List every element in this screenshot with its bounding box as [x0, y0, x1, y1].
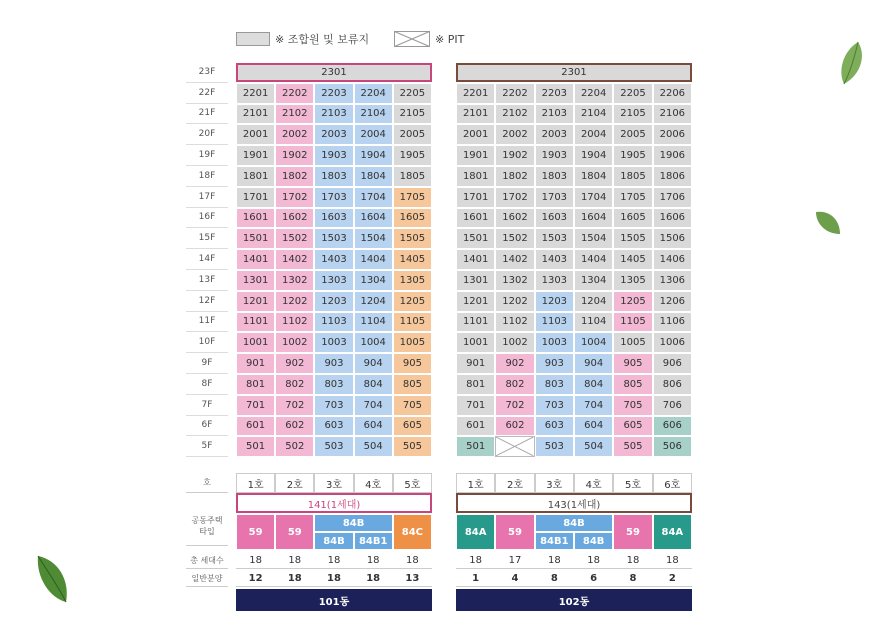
unit-count-box: 141(1세대) [236, 493, 432, 513]
type-cell: 59 [613, 514, 652, 550]
general-cell: 18 [314, 570, 353, 587]
unit-cell: 1203 [314, 291, 353, 312]
unit-cell: 1606 [653, 208, 692, 229]
floor-label: 19F [186, 145, 228, 166]
floor-label: 10F [186, 332, 228, 353]
unit-cell: 603 [314, 416, 353, 437]
ho-cell: 2호 [495, 473, 534, 493]
unit-cell: 1602 [495, 208, 534, 229]
unit-cell: 2002 [495, 124, 534, 145]
unit-cell: 2205 [613, 83, 652, 104]
unit-cell: 504 [354, 436, 393, 457]
unit-cell: 1105 [393, 312, 432, 333]
unit-cell: 1301 [456, 270, 495, 291]
unit-cell: 701 [236, 395, 275, 416]
unit-cell: 901 [236, 353, 275, 374]
type-cell: 84A [653, 514, 692, 550]
unit-cell: 704 [574, 395, 613, 416]
floor-label: 15F [186, 228, 228, 249]
unit-cell: 1806 [653, 166, 692, 187]
unit-cell: 1004 [354, 332, 393, 353]
unit-cell: 1101 [236, 312, 275, 333]
floor-label: 11F [186, 312, 228, 333]
unit-cell: 1502 [275, 228, 314, 249]
unit-cell: 803 [314, 374, 353, 395]
unit-cell: 2206 [653, 83, 692, 104]
unit-cell: 1102 [275, 312, 314, 333]
unit-cell: 602 [495, 416, 534, 437]
unit-cell: 504 [574, 436, 613, 457]
floor-label: 18F [186, 166, 228, 187]
general-cell: 6 [574, 570, 613, 587]
unit-cell: 501 [236, 436, 275, 457]
unit-cell: 1003 [535, 332, 574, 353]
unit-cell: 1604 [354, 208, 393, 229]
unit-cell: 1801 [236, 166, 275, 187]
unit-cell: 702 [275, 395, 314, 416]
unit-cell: 604 [574, 416, 613, 437]
unit-cell: 702 [495, 395, 534, 416]
unit-cell: 2202 [495, 83, 534, 104]
total-cell: 17 [495, 552, 534, 569]
unit-cell: 1103 [535, 312, 574, 333]
unit-cell: 1906 [653, 145, 692, 166]
leaf-icon [836, 40, 866, 86]
unit-cell: 2001 [456, 124, 495, 145]
type-cell: 59 [275, 514, 314, 550]
unit-cell: 1706 [653, 187, 692, 208]
unit-cell: 905 [613, 353, 652, 374]
top-unit-cell: 2301 [456, 63, 692, 82]
unit-cell: 601 [456, 416, 495, 437]
unit-cell: 1904 [574, 145, 613, 166]
unit-cell: 1405 [613, 249, 652, 270]
unit-cell: 1002 [495, 332, 534, 353]
unit-cell: 1605 [393, 208, 432, 229]
unit-cell: 1406 [653, 249, 692, 270]
unit-cell: 1201 [456, 291, 495, 312]
unit-cell: 1305 [393, 270, 432, 291]
unit-cell: 1504 [574, 228, 613, 249]
unit-cell: 2001 [236, 124, 275, 145]
unit-cell: 1705 [393, 187, 432, 208]
unit-cell: 2203 [314, 83, 353, 104]
ho-cell: 3호 [314, 473, 353, 493]
unit-cell: 1404 [574, 249, 613, 270]
unit-cell: 505 [613, 436, 652, 457]
unit-cell: 1501 [456, 228, 495, 249]
unit-cell: 1305 [613, 270, 652, 291]
unit-cell: 703 [535, 395, 574, 416]
type-label-line1: 공동주택 [191, 515, 223, 525]
unit-cell: 705 [393, 395, 432, 416]
unit-cell: 903 [535, 353, 574, 374]
unit-cell: 603 [535, 416, 574, 437]
floor-label: 12F [186, 291, 228, 312]
general-cell: 13 [393, 570, 432, 587]
legend-pit [394, 31, 464, 47]
unit-cell: 503 [535, 436, 574, 457]
legend-pit-label: ※ PIT [435, 32, 465, 46]
unit-cell: 2003 [535, 124, 574, 145]
floor-label: 22F [186, 83, 228, 104]
unit-cell: 1404 [354, 249, 393, 270]
unit-cell: 1202 [275, 291, 314, 312]
unit-cell: 1605 [613, 208, 652, 229]
unit-cell: 1205 [393, 291, 432, 312]
unit-cell: 904 [354, 353, 393, 374]
unit-cell: 1503 [535, 228, 574, 249]
unit-cell: 2204 [354, 83, 393, 104]
type-cell: 84C [393, 514, 432, 550]
unit-cell: 1502 [495, 228, 534, 249]
ho-cell: 5호 [613, 473, 652, 493]
unit-cell: 605 [393, 416, 432, 437]
unit-cell: 605 [613, 416, 652, 437]
floor-label: 13F [186, 270, 228, 291]
unit-cell: 1003 [314, 332, 353, 353]
unit-cell: 803 [535, 374, 574, 395]
unit-cell: 503 [314, 436, 353, 457]
leaf-icon [814, 208, 842, 236]
unit-cell: 2201 [456, 83, 495, 104]
unit-cell: 1505 [613, 228, 652, 249]
unit-cell: 704 [354, 395, 393, 416]
unit-cell: 2006 [653, 124, 692, 145]
unit-cell: 801 [456, 374, 495, 395]
leaf-icon [34, 554, 72, 604]
unit-cell: 1403 [314, 249, 353, 270]
unit-count-box: 143(1세대) [456, 493, 692, 513]
unit-cell: 902 [275, 353, 314, 374]
pit-swatch-icon [394, 31, 430, 47]
unit-cell: 1905 [613, 145, 652, 166]
unit-cell: 1204 [354, 291, 393, 312]
general-cell: 2 [653, 570, 692, 587]
unit-cell: 1004 [574, 332, 613, 353]
dong-label: 101동 [236, 589, 432, 611]
unit-cell: 1701 [236, 187, 275, 208]
unit-cell: 1302 [495, 270, 534, 291]
pit-cell [495, 436, 534, 457]
unit-cell: 606 [653, 416, 692, 437]
unit-cell: 1401 [236, 249, 275, 270]
unit-cell: 1104 [574, 312, 613, 333]
ho-cell: 2호 [275, 473, 314, 493]
unit-cell: 804 [574, 374, 613, 395]
unit-cell: 1306 [653, 270, 692, 291]
unit-cell: 706 [653, 395, 692, 416]
legend-union [236, 31, 369, 47]
unit-cell: 705 [613, 395, 652, 416]
unit-cell: 1402 [495, 249, 534, 270]
unit-cell: 2005 [393, 124, 432, 145]
total-cell: 18 [653, 552, 692, 569]
unit-cell: 1702 [275, 187, 314, 208]
unit-cell: 1904 [354, 145, 393, 166]
unit-cell: 703 [314, 395, 353, 416]
unit-cell: 1402 [275, 249, 314, 270]
ho-cell: 6호 [653, 473, 692, 493]
unit-cell: 604 [354, 416, 393, 437]
floor-label: 14F [186, 249, 228, 270]
unit-cell: 505 [393, 436, 432, 457]
unit-cell: 1303 [314, 270, 353, 291]
unit-cell: 804 [354, 374, 393, 395]
unit-cell: 2203 [535, 83, 574, 104]
unit-cell: 1302 [275, 270, 314, 291]
unit-cell: 1802 [275, 166, 314, 187]
unit-cell: 1701 [456, 187, 495, 208]
ho-cell: 1호 [456, 473, 495, 493]
unit-cell: 1902 [495, 145, 534, 166]
unit-cell: 805 [393, 374, 432, 395]
type-cell: 84B [314, 514, 392, 532]
unit-cell: 1206 [653, 291, 692, 312]
top-unit-cell: 2301 [236, 63, 432, 82]
unit-cell: 1506 [653, 228, 692, 249]
total-row-label: 총 세대수 [186, 552, 228, 569]
floor-label: 20F [186, 124, 228, 145]
unit-cell: 1903 [314, 145, 353, 166]
unit-cell: 506 [653, 436, 692, 457]
ho-cell: 4호 [354, 473, 393, 493]
unit-cell: 1001 [236, 332, 275, 353]
unit-cell: 701 [456, 395, 495, 416]
floor-label: 21F [186, 104, 228, 125]
unit-cell: 2204 [574, 83, 613, 104]
unit-cell: 1601 [236, 208, 275, 229]
ho-row-label: 호 [186, 473, 228, 493]
total-cell: 18 [314, 552, 353, 569]
total-cell: 18 [275, 552, 314, 569]
ho-cell: 1호 [236, 473, 275, 493]
general-cell: 18 [354, 570, 393, 587]
type-row-label [186, 506, 228, 546]
unit-cell: 1905 [393, 145, 432, 166]
unit-cell: 2004 [354, 124, 393, 145]
total-cell: 18 [236, 552, 275, 569]
total-cell: 18 [613, 552, 652, 569]
general-cell: 4 [495, 570, 534, 587]
unit-cell: 1601 [456, 208, 495, 229]
unit-cell: 2101 [236, 104, 275, 125]
dong-label: 102동 [456, 589, 692, 611]
type-label-line2: 타입 [199, 526, 215, 536]
unit-cell: 905 [393, 353, 432, 374]
type-cell: 84B1 [354, 532, 393, 550]
total-cell: 18 [574, 552, 613, 569]
unit-cell: 2005 [613, 124, 652, 145]
type-cell: 84B1 [535, 532, 574, 550]
floor-label: 7F [186, 395, 228, 416]
unit-cell: 1501 [236, 228, 275, 249]
unit-cell: 2103 [535, 104, 574, 125]
unit-cell: 1102 [495, 312, 534, 333]
unit-cell: 1503 [314, 228, 353, 249]
general-cell: 18 [275, 570, 314, 587]
type-cell: 84B [314, 532, 353, 550]
floor-label: 5F [186, 436, 228, 457]
unit-cell: 1005 [393, 332, 432, 353]
unit-cell: 1704 [354, 187, 393, 208]
unit-cell: 2202 [275, 83, 314, 104]
general-row-label: 일반분양 [186, 570, 228, 587]
unit-cell: 2106 [653, 104, 692, 125]
unit-cell: 903 [314, 353, 353, 374]
unit-cell: 1702 [495, 187, 534, 208]
unit-cell: 2002 [275, 124, 314, 145]
unit-cell: 2003 [314, 124, 353, 145]
unit-cell: 501 [456, 436, 495, 457]
unit-cell: 802 [495, 374, 534, 395]
unit-cell: 1001 [456, 332, 495, 353]
unit-cell: 1105 [613, 312, 652, 333]
unit-cell: 1106 [653, 312, 692, 333]
unit-cell: 2104 [574, 104, 613, 125]
unit-cell: 1901 [236, 145, 275, 166]
unit-cell: 1204 [574, 291, 613, 312]
unit-cell: 1202 [495, 291, 534, 312]
unit-cell: 901 [456, 353, 495, 374]
unit-cell: 2004 [574, 124, 613, 145]
unit-cell: 806 [653, 374, 692, 395]
total-cell: 18 [393, 552, 432, 569]
floor-label: 6F [186, 416, 228, 437]
unit-cell: 906 [653, 353, 692, 374]
unit-cell: 1804 [574, 166, 613, 187]
general-cell: 1 [456, 570, 495, 587]
ho-cell: 3호 [535, 473, 574, 493]
general-cell: 12 [236, 570, 275, 587]
unit-cell: 1505 [393, 228, 432, 249]
unit-cell: 1703 [535, 187, 574, 208]
unit-cell: 801 [236, 374, 275, 395]
unit-cell: 1704 [574, 187, 613, 208]
floor-label: 8F [186, 374, 228, 395]
unit-cell: 1401 [456, 249, 495, 270]
gray-swatch-icon [236, 32, 270, 46]
unit-cell: 1604 [574, 208, 613, 229]
unit-cell: 1703 [314, 187, 353, 208]
unit-cell: 2201 [236, 83, 275, 104]
unit-cell: 502 [275, 436, 314, 457]
unit-cell: 1602 [275, 208, 314, 229]
unit-cell: 902 [495, 353, 534, 374]
unit-cell: 1802 [495, 166, 534, 187]
unit-cell: 1901 [456, 145, 495, 166]
unit-cell: 1304 [574, 270, 613, 291]
unit-cell: 1405 [393, 249, 432, 270]
total-cell: 18 [456, 552, 495, 569]
unit-cell: 805 [613, 374, 652, 395]
unit-cell: 1804 [354, 166, 393, 187]
general-cell: 8 [613, 570, 652, 587]
unit-cell: 601 [236, 416, 275, 437]
unit-cell: 1304 [354, 270, 393, 291]
unit-cell: 1803 [314, 166, 353, 187]
unit-cell: 2102 [495, 104, 534, 125]
unit-cell: 1805 [393, 166, 432, 187]
floor-label: 9F [186, 353, 228, 374]
unit-cell: 1203 [535, 291, 574, 312]
unit-cell: 1205 [613, 291, 652, 312]
unit-cell: 2103 [314, 104, 353, 125]
unit-cell: 1903 [535, 145, 574, 166]
unit-cell: 2101 [456, 104, 495, 125]
legend-union-label: ※ 조합원 및 보류지 [275, 33, 370, 46]
unit-cell: 1705 [613, 187, 652, 208]
unit-cell: 1005 [613, 332, 652, 353]
type-cell: 84B [535, 514, 614, 532]
unit-cell: 1104 [354, 312, 393, 333]
floor-label: 23F [186, 62, 228, 83]
unit-cell: 1303 [535, 270, 574, 291]
pit-icon [496, 437, 533, 456]
unit-cell: 2105 [613, 104, 652, 125]
unit-cell: 904 [574, 353, 613, 374]
type-cell: 59 [495, 514, 534, 550]
total-cell: 18 [535, 552, 574, 569]
floor-label: 16F [186, 208, 228, 229]
unit-cell: 1805 [613, 166, 652, 187]
unit-cell: 2102 [275, 104, 314, 125]
total-cell: 18 [354, 552, 393, 569]
unit-cell: 802 [275, 374, 314, 395]
ho-cell: 4호 [574, 473, 613, 493]
unit-cell: 1101 [456, 312, 495, 333]
unit-cell: 1201 [236, 291, 275, 312]
unit-cell: 1403 [535, 249, 574, 270]
type-cell: 84B [574, 532, 613, 550]
unit-cell: 1006 [653, 332, 692, 353]
unit-cell: 1801 [456, 166, 495, 187]
unit-cell: 1803 [535, 166, 574, 187]
floor-label: 17F [186, 187, 228, 208]
unit-cell: 1301 [236, 270, 275, 291]
type-cell: 84A [456, 514, 495, 550]
unit-cell: 1902 [275, 145, 314, 166]
unit-cell: 1103 [314, 312, 353, 333]
unit-cell: 2205 [393, 83, 432, 104]
unit-cell: 1603 [314, 208, 353, 229]
type-cell: 59 [236, 514, 275, 550]
general-cell: 8 [535, 570, 574, 587]
unit-cell: 2105 [393, 104, 432, 125]
unit-cell: 1002 [275, 332, 314, 353]
unit-cell: 2104 [354, 104, 393, 125]
unit-cell: 1504 [354, 228, 393, 249]
unit-cell: 602 [275, 416, 314, 437]
ho-cell: 5호 [393, 473, 432, 493]
unit-cell: 1603 [535, 208, 574, 229]
